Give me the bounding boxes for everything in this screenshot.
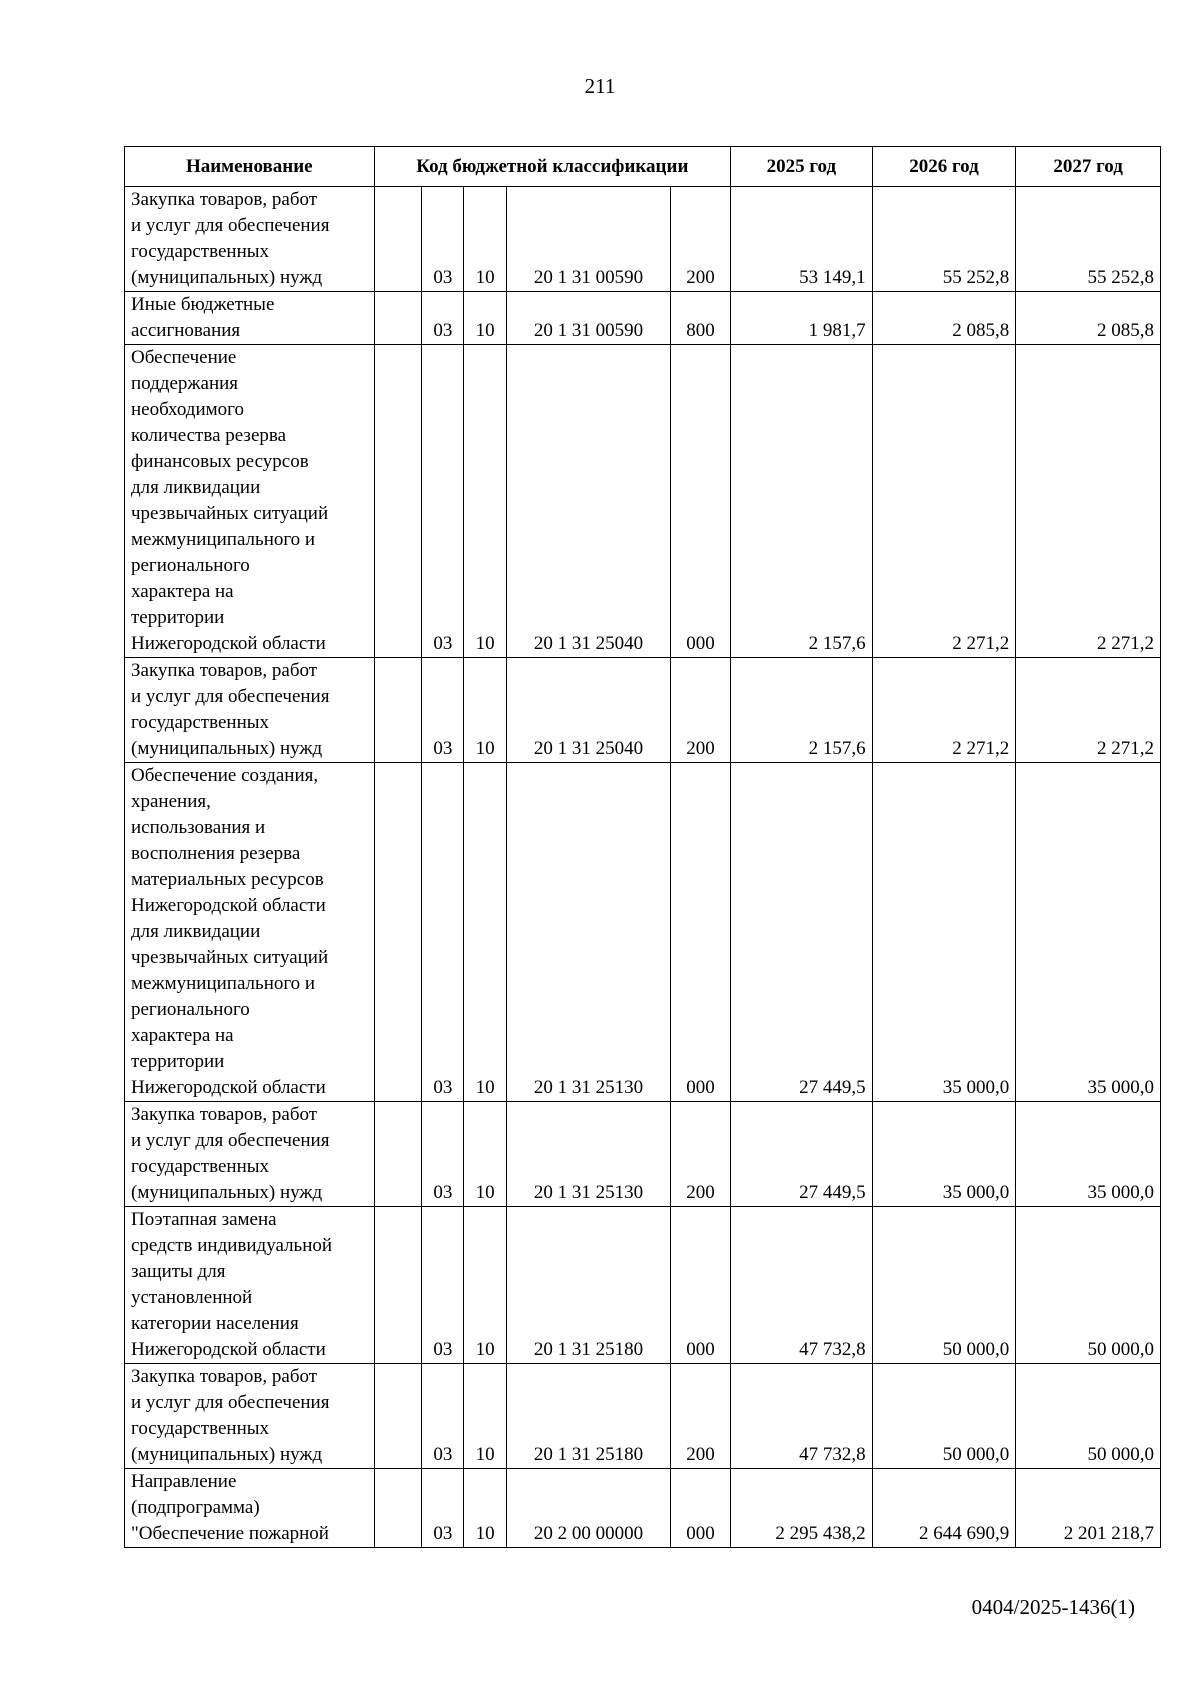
row-name-line: территории: [131, 1051, 225, 1072]
code-target-article: 20 1 31 25040: [506, 658, 670, 763]
row-name-line: государственных: [131, 712, 270, 733]
row-name-line: Иные бюджетные: [131, 294, 275, 315]
code-section: 03: [422, 658, 464, 763]
row-name-cell: [125, 658, 375, 763]
value-2026: 55 252,8: [872, 187, 1016, 292]
row-name-line: Обеспечение: [131, 347, 237, 368]
row-name-line: регионального: [131, 555, 250, 576]
value-2027: 2 085,8: [1016, 292, 1161, 345]
value-2026: 50 000,0: [872, 1364, 1016, 1469]
row-name-line: хранения,: [131, 791, 211, 812]
row-name-line: Нижегородской области: [131, 1339, 326, 1360]
value-2025: 2 157,6: [731, 658, 873, 763]
row-name-line: категории населения: [131, 1313, 299, 1334]
code-subsection: 10: [464, 292, 507, 345]
value-2025: 47 732,8: [731, 1364, 873, 1469]
value-2027: 55 252,8: [1016, 187, 1161, 292]
code-subsection: 10: [464, 1469, 507, 1548]
row-name-line: Нижегородской области: [131, 1077, 326, 1098]
code-cell-1: [374, 763, 422, 1102]
value-2025: 27 449,5: [731, 1102, 873, 1207]
value-2026: 50 000,0: [872, 1207, 1016, 1364]
code-section: 03: [422, 1469, 464, 1548]
row-name-line: финансовых ресурсов: [131, 451, 309, 472]
value-2026: 2 271,2: [872, 658, 1016, 763]
row-name-line: Направление: [131, 1471, 237, 1492]
row-name-line: характера на: [131, 1025, 234, 1046]
code-target-article: 20 1 31 25180: [506, 1364, 670, 1469]
page-number: 211: [584, 74, 616, 98]
value-2026: 2 085,8: [872, 292, 1016, 345]
code-cell-1: [374, 1102, 422, 1207]
row-name-line: материальных ресурсов: [131, 869, 324, 890]
row-name-line: ассигнования: [131, 320, 241, 341]
row-name-line: территории: [131, 607, 225, 628]
code-section: 03: [422, 1207, 464, 1364]
row-name-line: для ликвидации: [131, 921, 261, 942]
row-name-line: чрезвычайных ситуаций: [131, 947, 329, 968]
code-section: 03: [422, 292, 464, 345]
row-name-line: государственных: [131, 1418, 270, 1439]
row-name-line: государственных: [131, 241, 270, 262]
table-body: [125, 187, 1161, 1548]
row-name-cell: [125, 187, 375, 292]
code-expense-type: 200: [670, 187, 730, 292]
code-subsection: 10: [464, 763, 507, 1102]
header-name: Наименование: [125, 147, 375, 187]
row-name-line: (муниципальных) нужд: [131, 738, 323, 759]
row-name-line: для ликвидации: [131, 477, 261, 498]
row-name-cell: [125, 345, 375, 658]
code-cell-1: [374, 292, 422, 345]
row-name-cell: [125, 1207, 375, 1364]
header-2025: 2025 год: [731, 147, 873, 187]
code-expense-type: 800: [670, 292, 730, 345]
value-2025: 1 981,7: [731, 292, 873, 345]
code-expense-type: 200: [670, 658, 730, 763]
value-2027: 50 000,0: [1016, 1364, 1161, 1469]
row-name-line: (муниципальных) нужд: [131, 1444, 323, 1465]
value-2026: 35 000,0: [872, 1102, 1016, 1207]
budget-table: [124, 146, 1161, 1548]
code-expense-type: 000: [670, 345, 730, 658]
row-name-line: поддержания: [131, 373, 239, 394]
value-2026: 2 644 690,9: [872, 1469, 1016, 1548]
code-section: 03: [422, 1102, 464, 1207]
table-row: [125, 1469, 1161, 1548]
value-2026: 2 271,2: [872, 345, 1016, 658]
value-2027: 2 271,2: [1016, 658, 1161, 763]
code-subsection: 10: [464, 187, 507, 292]
row-name-line: установленной: [131, 1287, 253, 1308]
row-name-cell: [125, 292, 375, 345]
code-expense-type: 000: [670, 763, 730, 1102]
code-subsection: 10: [464, 1364, 507, 1469]
code-subsection: 10: [464, 345, 507, 658]
value-2026: 35 000,0: [872, 763, 1016, 1102]
row-name-line: защиты для: [131, 1261, 226, 1282]
code-subsection: 10: [464, 1102, 507, 1207]
row-name-line: восполнения резерва: [131, 843, 301, 864]
row-name-line: Закупка товаров, работ: [131, 1366, 318, 1387]
table-row: [125, 187, 1161, 292]
row-name-line: Обеспечение создания,: [131, 765, 319, 786]
row-name-cell: [125, 1102, 375, 1207]
code-section: 03: [422, 187, 464, 292]
document-reference: 0404/2025-1436(1): [971, 1595, 1135, 1619]
table-header-row: [125, 147, 1161, 187]
row-name-line: "Обеспечение пожарной: [131, 1523, 329, 1544]
row-name-line: и услуг для обеспечения: [131, 215, 330, 236]
code-cell-1: [374, 1207, 422, 1364]
table-row: [125, 292, 1161, 345]
value-2027: 2 271,2: [1016, 345, 1161, 658]
table-row: [125, 1207, 1161, 1364]
code-target-article: 20 2 00 00000: [506, 1469, 670, 1548]
code-section: 03: [422, 345, 464, 658]
row-name-line: государственных: [131, 1156, 270, 1177]
row-name-line: Закупка товаров, работ: [131, 189, 318, 210]
row-name-line: (муниципальных) нужд: [131, 1182, 323, 1203]
code-expense-type: 000: [670, 1207, 730, 1364]
row-name-line: средств индивидуальной: [131, 1235, 333, 1256]
code-cell-1: [374, 187, 422, 292]
code-cell-1: [374, 345, 422, 658]
table-row: [125, 763, 1161, 1102]
code-expense-type: 200: [670, 1102, 730, 1207]
table-row: [125, 345, 1161, 658]
row-name-cell: [125, 1469, 375, 1548]
row-name-line: необходимого: [131, 399, 244, 420]
header-2026: 2026 год: [872, 147, 1016, 187]
header-code: Код бюджетной классификации: [374, 147, 731, 187]
row-name-line: и услуг для обеспечения: [131, 1392, 330, 1413]
code-section: 03: [422, 763, 464, 1102]
row-name-line: межмуниципального и: [131, 529, 316, 550]
value-2027: 50 000,0: [1016, 1207, 1161, 1364]
row-name-line: и услуг для обеспечения: [131, 686, 330, 707]
code-section: 03: [422, 1364, 464, 1469]
value-2025: 2 295 438,2: [731, 1469, 873, 1548]
code-target-article: 20 1 31 25040: [506, 345, 670, 658]
value-2025: 2 157,6: [731, 345, 873, 658]
code-target-article: 20 1 31 00590: [506, 187, 670, 292]
row-name-line: (подпрограмма): [131, 1497, 260, 1518]
code-subsection: 10: [464, 1207, 507, 1364]
row-name-cell: [125, 1364, 375, 1469]
code-target-article: 20 1 31 25130: [506, 1102, 670, 1207]
code-expense-type: 000: [670, 1469, 730, 1548]
row-name-line: Нижегородской области: [131, 633, 326, 654]
code-subsection: 10: [464, 658, 507, 763]
header-2027: 2027 год: [1016, 147, 1161, 187]
row-name-line: регионального: [131, 999, 250, 1020]
value-2027: 35 000,0: [1016, 1102, 1161, 1207]
row-name-line: Нижегородской области: [131, 895, 326, 916]
table-row: [125, 658, 1161, 763]
value-2027: 2 201 218,7: [1016, 1469, 1161, 1548]
value-2025: 47 732,8: [731, 1207, 873, 1364]
code-target-article: 20 1 31 25130: [506, 763, 670, 1102]
row-name-cell: [125, 763, 375, 1102]
code-target-article: 20 1 31 25180: [506, 1207, 670, 1364]
row-name-line: и услуг для обеспечения: [131, 1130, 330, 1151]
code-expense-type: 200: [670, 1364, 730, 1469]
value-2025: 27 449,5: [731, 763, 873, 1102]
value-2027: 35 000,0: [1016, 763, 1161, 1102]
table-row: [125, 1102, 1161, 1207]
row-name-line: количества резерва: [131, 425, 287, 446]
table-row: [125, 1364, 1161, 1469]
row-name-line: Закупка товаров, работ: [131, 1104, 318, 1125]
value-2025: 53 149,1: [731, 187, 873, 292]
code-target-article: 20 1 31 00590: [506, 292, 670, 345]
row-name-line: (муниципальных) нужд: [131, 267, 323, 288]
row-name-line: Закупка товаров, работ: [131, 660, 318, 681]
row-name-line: Поэтапная замена: [131, 1209, 277, 1230]
row-name-line: использования и: [131, 817, 266, 838]
row-name-line: характера на: [131, 581, 234, 602]
row-name-line: чрезвычайных ситуаций: [131, 503, 329, 524]
code-cell-1: [374, 658, 422, 763]
code-cell-1: [374, 1364, 422, 1469]
code-cell-1: [374, 1469, 422, 1548]
row-name-line: межмуниципального и: [131, 973, 316, 994]
